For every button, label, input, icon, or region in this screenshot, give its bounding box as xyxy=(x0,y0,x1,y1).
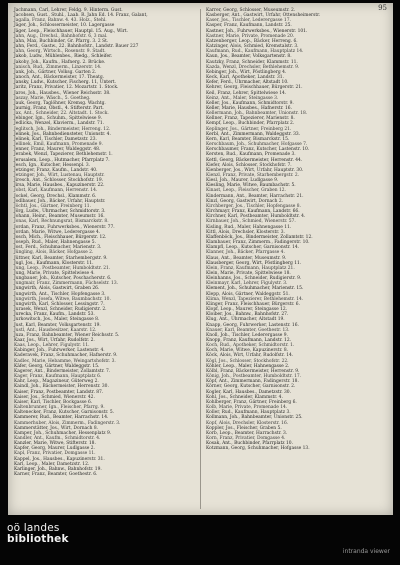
directory-entry: Klausberger, Georg, Wirt, Pöstlingberg 11. xyxy=(206,260,302,266)
directory-entry: Jaros, Joh., Hausbes., Wiener Reichsstr. 38. xyxy=(14,90,111,96)
logo-text-line1: oö landes xyxy=(7,522,60,534)
directory-entry: Kapfer, Georg, Maurer, Ludlgasse 2. xyxy=(14,446,95,452)
directory-entry: Jahn, Ferd., Gastw., 22. Bahnhofstr., Landstr. Bauer 227 xyxy=(14,44,139,50)
column-divider xyxy=(200,9,201,509)
directory-entry: Kirnbauer, Joh., Schmied, Wienerstr. 57. xyxy=(206,219,296,225)
directory-entry: Jaurnig, Franz, Obstl., 4. Stifterstr. Part. xyxy=(14,105,104,111)
directory-entry: Jodlbauer, Joh., Bäcker, Urfahr, Hauptstr. xyxy=(14,198,106,204)
directory-entry: Koppler, Jos., Fleischer, Graben 5. xyxy=(206,425,282,431)
directory-entry: Jungwirth, Karl, Schlosser, Lessingstr. 7. xyxy=(14,301,105,307)
directory-entry: Klima, Wenzl, Tapezierer, Bethlehemstr. 14. xyxy=(206,296,304,302)
directory-entry: Kaun, Jos., Beamter, Volksgartenstr. 8. xyxy=(206,54,292,60)
directory-entry: Köck, Alois, Wirt, Urfahr, Rudolfstr. 14. xyxy=(206,353,294,359)
directory-entry: Kinast, Leop., Fleischer, Graben 12. xyxy=(206,188,286,194)
directory-entry: Kerbl, Ant., Zimmermann, Waldeggstr. 33. xyxy=(206,131,301,137)
directory-entry: Korn, Franz, Privatier, Domgasse 4. xyxy=(206,435,286,441)
directory-entry: Katzinger, Alois, Schmied, Kremstalstr. 3. xyxy=(206,44,299,50)
directory-entry: Kogler, Karl, Hausbes., Dametzstr. 30. xyxy=(206,389,291,395)
directory-entry: Jüngling, Alois, Bäcker, Hofgasse 2. xyxy=(14,250,94,256)
directory-entry: Klein, Franz, Kaufmann, Hauptplatz 21. xyxy=(206,265,295,271)
directory-entry: Knapp, Georg, Fuhrwerker, Lastenstr. 16. xyxy=(206,322,299,328)
directory-entry: Kisling, Rud., Maler, Hahnengasse 11. xyxy=(206,224,292,230)
directory-entry: Jaszay, Marie, Wäsch., 5. Goetheg. xyxy=(14,95,91,101)
directory-entry: Kaar, Jos., Wirt, Urfahr, Rudolfstr. 2. xyxy=(14,338,95,343)
directory-entry: Kagerer, Ant., Bindermeister, Zollamtstr. 7. xyxy=(14,368,111,374)
scanned-page xyxy=(8,3,393,515)
directory-entry: Jirsa, Marie, Hausbes., Kapuzinerstr. 22. xyxy=(14,183,105,189)
directory-entry: Josch, Mich., Fleischhauer, Bürgerstr. 12. xyxy=(14,234,107,240)
directory-entry: Keck, Karl, Apotheker, Landstr. 31. xyxy=(206,75,284,81)
directory-entry: Knauer, Karl, Beamter, Goethestr. 13. xyxy=(206,327,290,333)
directory-entry: Jachmann, Carl, Lehrer, Feldg. 9. Hinterm. Gust. xyxy=(14,8,123,13)
directory-entry: Johann, Heinr., Beamter, Museumstr. 16. xyxy=(14,214,105,220)
left-column xyxy=(14,8,194,477)
directory-entry: Kempf, Leop., Buchbinder, Pfarrplatz 2. xyxy=(206,121,295,127)
directory-entry: Kirchner, Karl, Postbeamter, Humboldtstr. 4. xyxy=(206,214,306,220)
directory-entry: Kopf, Alois, Drechsler, Klosterstr. 16. xyxy=(206,420,289,426)
directory-entry: Kastner, Marie, Private, Promenade 20. xyxy=(206,33,295,39)
directory-entry: Jungmair, Franz, Zimmermann, Füchselstr. 13. xyxy=(14,281,119,287)
directory-entry: Kammerhuber, Alois, Zimmerm., Fadingerstr. 3. xyxy=(14,420,121,426)
directory-entry: Jahn, Max, Buchbinder, Gr. Pfarrg. 3. 2 St. xyxy=(14,38,109,44)
directory-entry: Kerschbaumer, Franz, Kutscher, Lastenstr. 10. xyxy=(206,147,310,153)
directory-entry: Kohl, Jos., Schneider, Klammstr. 4. xyxy=(206,394,283,400)
directory-entry: Kazda, Wenzl, Drechsler, Bethlehemstr. 9. xyxy=(206,64,300,70)
directory-entry: Jax, Ant., Schneider, 22. Altstadt. 1. Stock. xyxy=(14,111,109,117)
directory-entry: Klug, Ant., Uhrmacher, Altstadt 19. xyxy=(206,317,285,323)
directory-entry: Klampfl, Leop., Kutscher, Garnisonstr. 14. xyxy=(206,245,300,251)
directory-entry: Koch, Rud., Apotheker, Schmidtorstr. 1. xyxy=(206,343,295,349)
directory-entry: Kappel, Jos., Hausbes., Kapuzinerstr. 31. xyxy=(14,456,105,462)
directory-entry: Karrer, Georg, Schlosser, Museumstr. 2. xyxy=(206,8,296,13)
logo-text-line2: bibliothek xyxy=(7,533,69,545)
directory-entry: Kaindl, Joh., Bäckermeister, Herrenstr. 30. xyxy=(14,384,109,390)
directory-entry: Jesch, Ign., Kutscher, Hessenpl. 3. xyxy=(14,162,91,168)
directory-entry: Kandler, Ant., Kaufm., Schmidtorstr. 4. xyxy=(14,435,101,441)
directory-entry: Keil, Franz, Lehrer, Spittelwiese 14. xyxy=(206,90,287,96)
directory-entry: Kohlberger, Franz, Gärtner, Freinberg 6. xyxy=(206,399,297,405)
directory-entry: Kiefer, Alois, Schlosser, Stockhofstr. 7. xyxy=(206,162,292,168)
directory-entry: Kiesl, Joh., Maurer, Ludlgasse 9. xyxy=(206,178,279,184)
directory-entry: Knoll, Joh., Tischler, Lederergasse 9. xyxy=(206,332,288,338)
directory-entry: Jahn, Aug., Drechsl., Bahnhofstr. 6, 3 mal. xyxy=(14,33,108,39)
directory-entry: Kaas, Leop., Lehrer, Figulystr. 11. xyxy=(14,343,90,349)
directory-entry: Kiesling, Marie, Witwe, Baumbachstr. 5. xyxy=(206,183,296,189)
directory-entry: Knopp, Franz, Kaufmann, Landstr. 12. xyxy=(206,338,292,343)
directory-entry: Jungwirth, Ant., Tischler, Hopfengasse 3. xyxy=(14,291,106,297)
directory-entry: Jetzinger, Franz, Kaufm., Landstr. 40. xyxy=(14,167,98,173)
directory-entry: Jobst, Karl, Kaufmann, Herrenstr. 14. xyxy=(14,188,98,194)
directory-entry: Klein, Marie, Private, Spittelwiese 18. xyxy=(206,270,291,276)
directory-entry: Jugl, Jos., Kaufmann, Klosterstr. 11. xyxy=(14,260,94,266)
directory-entry: Jungwirth, Alois, Gastwirt, Graben 26. xyxy=(14,286,100,292)
directory-entry: Jenner, Franz, Maurer, Waldeggstr. 48. xyxy=(14,147,101,153)
directory-entry: Klambauer, Franz, Zimmerm., Fadingerstr. 10. xyxy=(206,240,310,246)
directory-entry: Kautzky, Franz, Schneider, Klammstr. 11. xyxy=(206,59,298,65)
directory-entry: Jedlicka, Wenzel, Klavierm., Landstr. 71. xyxy=(14,121,105,127)
directory-entry: Kosak, Ant., Buchbinder, Pfarrplatz 10. xyxy=(206,441,293,447)
directory-entry: Klement, Joh., Schuhmacher, Marienstr. 15. xyxy=(206,286,304,292)
directory-entry: Jellinek, Emil, Kaufmann, Promenade 9. xyxy=(14,142,103,148)
directory-entry: Kasberger, Ant., Gastwirt, Urfahr, Ottensheimerstr. xyxy=(206,13,321,19)
directory-entry: Koller, Rud., Kaufmann, Hauptplatz 3. xyxy=(206,410,291,416)
directory-entry: Kapl, Franz, Privatier, Domgasse 11. xyxy=(14,451,96,457)
directory-entry: Kaiser, Karl, Tischler, Bockgasse 6. xyxy=(14,399,93,405)
directory-entry: Jebinger, Ign., Schuhm., Spittelwiese 9. xyxy=(14,116,103,122)
directory-entry: Kirchberger, Jos., Tischler, Hopfengasse 8. xyxy=(206,203,301,209)
directory-entry: Karner, Franz, Beamter, Goethestr. 6. xyxy=(14,472,98,478)
directory-entry: Kager, Franz, Kaufmann, Hauptplatz 6. xyxy=(14,374,102,380)
directory-entry: Klanner, Joh., Bäcker, Pfarrgasse 4. xyxy=(206,250,285,256)
directory-entry: König, Joh., Postbeamter, Humboldtstr. 17. xyxy=(206,374,302,380)
directory-entry: Kinzl, Georg, Gastwirt, Dornach 2. xyxy=(206,198,284,204)
right-column xyxy=(206,8,386,451)
directory-entry: Kloiber, Jos., Bahnw., Bahnhofstr. 27. xyxy=(206,312,289,318)
directory-entry: Kittl, Alois, Drechsler, Klosterstr. 3. xyxy=(206,229,285,235)
directory-entry: Keplinger, Jos., Gärtner, Freinberg 21. xyxy=(206,126,292,132)
directory-entry: Janoch, Ant., Bäckermeister, 17. Theatg. xyxy=(14,75,105,81)
directory-entry: Kögl, Jos., Schlosser, Stockhofstr. 22. xyxy=(206,358,289,364)
directory-entry: Kerschbaum, Joh., Schuhmacher, Hofgasse 7. xyxy=(206,142,308,148)
directory-entry: Kanzler, Marie, Witwe, Stifterstr. 18. xyxy=(14,441,96,447)
directory-entry: Klepp, Alois, Gärtner, Waldeggstr. 51. xyxy=(206,291,290,297)
directory-entry: Jonas, Karl, Rechnungsrat, Bismarckstr. 8. xyxy=(14,219,109,225)
directory-entry: Kaufmann, Rud., Kaufmann, Hauptplatz 14. xyxy=(206,49,304,55)
directory-entry: Kammerer, Rud., Beamter, Harrachstr. 14. xyxy=(14,415,109,421)
directory-entry: Katzenberger, Leop., Bäcker, Herreng. 6. xyxy=(206,38,298,44)
directory-entry: Kolb, Marie, Private, Promenade 14. xyxy=(206,405,288,411)
directory-entry: Kasper, Franz, Kaufmann, Landstr. 25. xyxy=(206,23,292,29)
directory-entry: Karlinger, Joh., Bahnw., Bahnhofstr. 19. xyxy=(14,466,102,472)
directory-entry: Kollmann, Joh., Bahnbeamter, Unionstr. 25. xyxy=(206,415,303,421)
directory-entry: Jacobsen, Gust., Stuhl., Laab. R. Jahn Ed. 14. Franz, Galant, xyxy=(14,13,148,19)
directory-entry: Kahr, Leop., Magazineur, Güterweg 2. xyxy=(14,379,99,385)
directory-entry: Jiresch, Ant., Schlosser, Stockhofstr. 19. xyxy=(14,178,104,184)
directory-entry: Jordan, Franz, Fuhrwerksbes., Wienerstr. 77. xyxy=(14,224,115,230)
directory-entry: Kersten, Rud., Kaufmann, Promenade 3. xyxy=(206,152,296,158)
directory-entry: Just, Karl, Beamter, Volksgartenstr. 19. xyxy=(14,322,101,328)
directory-entry: Jöchtl, Jos., Gärtner, Freinberg 11. xyxy=(14,203,91,209)
directory-entry: Jockel, Georg, Drechsl., Klammstr. 6. xyxy=(14,193,97,199)
directory-entry: Kadlec, Marie, Hebamme, Weingartshofstr. 3. xyxy=(14,358,116,364)
directory-entry: Kienberger, Jos., Wirt, Urfahr, Hauptstr. 30. xyxy=(206,167,304,173)
directory-entry: Kettl, Georg, Bäckermeister, Herrenstr. 44. xyxy=(206,157,303,163)
directory-entry: Klinger, Franz, Fleischhauer, Bürgerstr. 6. xyxy=(206,301,300,307)
directory-entry: Kienzl, Franz, Private, Starhembergstr. 2. xyxy=(206,173,300,178)
directory-entry: Jurkowitsch, Jos., Maler, Steingasse 8. xyxy=(14,317,100,323)
directory-entry: Jung, Marie, Private, Spittelwiese 4. xyxy=(14,270,95,276)
directory-entry: Karl, Leop., Maler, Dametzstr. 12. xyxy=(14,461,90,467)
directory-entry: Justl, Ant., Hausbesitzer, Kaarstr. 12. xyxy=(14,327,97,333)
directory-entry: Kabinger, Joh., Fuhrwerker, Lastenstr. 4. xyxy=(14,348,105,354)
directory-entry: Kaltenbrunner, Ign., Fleischer, Pfarrg. 9. xyxy=(14,405,105,411)
directory-entry: Kellner, Franz, Tapezierer, Marienstr. 8. xyxy=(206,116,295,122)
directory-entry: Keinz, Ant., Maler, Steingasse 3. xyxy=(206,95,279,101)
directory-entry: Jagalla, Franz, Bahnw. 4. 43. Holz., Stehl. xyxy=(14,18,107,24)
directory-entry: Körner, Georg, Kutscher, Garnisonstr. 2. xyxy=(206,384,296,390)
directory-entry: Keller, Jos., Kaufmann, Schmidtorstr. 9. xyxy=(206,100,294,106)
directory-entry: Kastner, Joh., Fuhrwerksbes., Wienerstr. 101. xyxy=(206,28,308,34)
directory-entry: Kirchmayr, Franz, Kaufmann, Landstr. 66. xyxy=(206,209,300,215)
library-logo[interactable] xyxy=(7,523,69,545)
directory-entry: Kaser, Jos., Tischler, Lederergasse 17. xyxy=(206,18,291,24)
directory-entry: Jurecka, Franz, Kaufm., Landstr. 53. xyxy=(14,312,95,318)
directory-entry: Käfer, Georg, Gärtner, Waldeggstr. 15. xyxy=(14,363,100,369)
directory-entry: Koch, Marie, Witwe, Kapuzinerstr. 8. xyxy=(206,348,289,354)
directory-entry: Kefer, Ferd., Uhrmacher, Altstadt 10. xyxy=(206,80,289,86)
directory-entry: Jauk, Georg, Taglöhner, Kremsg. Wachtg. xyxy=(14,100,106,106)
directory-entry: Kleinmayr, Karl, Lehrer, Figulystr. 3. xyxy=(206,281,288,287)
directory-entry: Jetzinger, Joh., Wirt, Lustenau, Hauptstr. xyxy=(14,173,105,178)
directory-entry: Jörg, Ludw., Uhrmacher, Schmidtorstr. 3. xyxy=(14,209,106,215)
directory-entry: Köpf, Ant., Zimmermann, Fadingerstr. 18. xyxy=(206,379,299,385)
directory-entry: Kammerstätter, Jos., Wirt, Dornach 8. xyxy=(14,425,99,431)
directory-entry: Köhler, Leop., Maler, Hahnengasse 2. xyxy=(206,363,290,369)
directory-entry: Klaus, Ant., Beamter, Museumstr. 9. xyxy=(206,255,287,261)
directory-entry: Jeglitsch, Joh., Bindermeister, Herreng. 12. xyxy=(14,126,111,132)
directory-entry: Kern, Karl, Beamter, Bismarckstr. 15. xyxy=(206,136,290,142)
directory-entry: Jerusalem, Leop., Hutmacher, Pfarrplatz 7. xyxy=(14,157,110,163)
directory-entry: Kehrer, Georg, Fleischhauer, Bürgerstr. 21. xyxy=(206,85,303,91)
directory-entry: Joseph, Rud., Maler, Hahnengasse 5. xyxy=(14,240,96,246)
directory-entry: Jerabek, Wenzl, Tapezierer, Bethlehemstr. 1. xyxy=(14,152,113,158)
directory-entry: Jank, Joh., Gärtner, Volksg. Garten 2. xyxy=(14,69,97,75)
directory-entry: Jakob, Ludw., Mühlenbes., Riedg., Schleifer. xyxy=(14,54,113,60)
directory-entry: Kotzmann, Georg, Schuhmacher, Hofgasse 13. xyxy=(206,446,310,452)
directory-entry: Jansky, Ludw., Kutscher, Fischerg. 11, Untert. xyxy=(14,80,116,86)
directory-entry: Jung, Leop., Postbeamter, Humboldtstr. 21. xyxy=(14,265,111,271)
directory-entry: Kellermann, Joh., Bahnbeamter, Unionstr. 18. xyxy=(206,111,308,117)
directory-entry: Jäger, Leop., Fleischhauer, Hauptpl. 15. Aug., Wirt. xyxy=(14,28,128,34)
directory-entry: Jahn, Georg, Wirtsch., Rosenstr. 9. Stadt. xyxy=(14,49,106,55)
directory-entry: Jüttner, Karl, Beamter, Starhembergstr. 9. xyxy=(14,255,108,261)
directory-entry: Jungbauer, Joh., Kutscher, Poschacherstr. 6. xyxy=(14,276,112,282)
page-number: 95 xyxy=(378,4,387,12)
directory-entry: Jost, Ferd., Schuhmacher, Marienstr. 3. xyxy=(14,245,102,251)
directory-entry: Keller, Marie, Hausbes., Hafnerstr. 16. xyxy=(206,105,292,111)
directory-entry: Jungwirth, Josefa, Witwe, Baumbachstr. 10. xyxy=(14,296,111,302)
directory-entry: Kölbl, Franz, Bäckermeister, Herrenstr. 9. xyxy=(206,368,300,374)
directory-entry: Jordan, Marie, Witwe, Lederergasse 4. xyxy=(14,229,101,235)
directory-entry: Kaiser, Franz, Postbeamter, Landstr. 87. xyxy=(14,389,104,395)
directory-entry: Jakoby, Joh., Kaufm., Hafnerg. 2. Brücke. xyxy=(14,59,106,65)
directory-entry: Juza, Franz, Bahnbeamter, Wiener Reichsstr. 5. xyxy=(14,332,120,338)
directory-entry: Klopf, Leop., Maurer, Steingasse 12. xyxy=(206,307,288,313)
directory-entry: Jurasek, Wenzl, Schneider, Rudigierstr. 2. xyxy=(14,307,107,313)
directory-entry: Kamper, Joh., Schuhmacher, Hessenplatz 9. xyxy=(14,430,112,436)
directory-entry: Kebinger, Joh., Wirt, Pöstlingberg 4. xyxy=(206,69,287,75)
directory-entry: Janisch, Rud., Zimmerm., Linzerstr. 14. xyxy=(14,64,102,70)
directory-entry: Kaiser, Jos., Schmied, Wienerstr. 42. xyxy=(14,394,95,400)
viewer-credit[interactable]: intranda viewer xyxy=(342,548,390,555)
directory-entry: Kindermann, Ant., Beamter, Harrachstr. 21. xyxy=(206,193,304,199)
directory-entry: Jaritz, Franz, Privatier, 12. Mozartstr. 1. Stock. xyxy=(14,85,119,91)
directory-entry: Kaltenecker, Franz, Kutscher, Garnisonstr. 5. xyxy=(14,410,115,416)
directory-entry: Kaderavek, Franz, Schuhmacher, Hafnerstr. 9. xyxy=(14,353,118,359)
directory-entry: Korb, Leop., Beamter, Harrachstr. 3. xyxy=(206,430,288,436)
directory-entry: Klaffenböck, Jos., Bindermeister, Zollamtstr. 12. xyxy=(206,234,313,240)
directory-entry: Jäger, Joh., Schlossermeister, 10. Lagergasse xyxy=(14,23,115,29)
directory-entry: Kleinhanns, Jos., Schneider, Rudigierstr. 9. xyxy=(206,276,302,282)
directory-entry: Jelinek, Jos., Bahnbediensteter, Unionstr. 4. xyxy=(14,131,111,137)
directory-entry: Jelinek, Karl, Tischler, Dametzstr. 23. xyxy=(14,136,97,142)
